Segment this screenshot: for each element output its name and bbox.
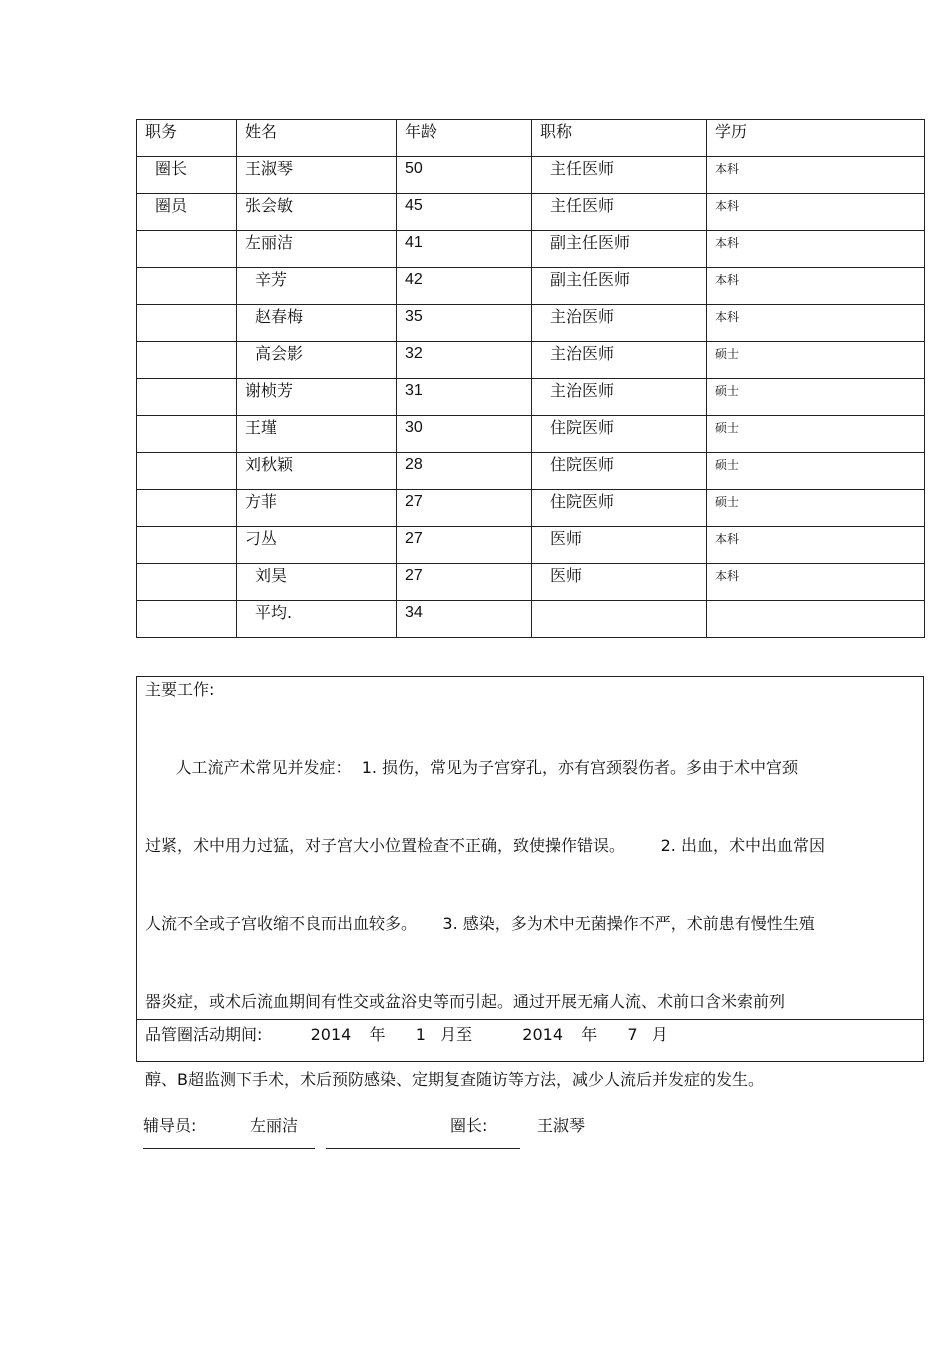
cell-name: 刘昊: [237, 564, 397, 601]
leader-name: 王淑琴: [537, 1116, 586, 1135]
cell-age: 30: [397, 416, 532, 453]
cell-age: 34: [397, 601, 532, 638]
header-role: 职务: [137, 120, 237, 157]
table-row: [137, 527, 925, 564]
cell-education: 本科: [707, 231, 925, 268]
cell-name: 赵春梅: [237, 305, 397, 342]
cell-name: 刁丛: [237, 527, 397, 564]
period-month-unit: 月: [651, 1025, 668, 1044]
cell-role: [137, 416, 237, 453]
cell-age: 42: [397, 268, 532, 305]
cell-education: 本科: [707, 194, 925, 231]
period-end-year: 2014: [522, 1025, 563, 1044]
cell-role: [137, 564, 237, 601]
cell-role: [137, 379, 237, 416]
cell-title: 医师: [532, 527, 707, 564]
period-start-year: 2014: [310, 1025, 352, 1044]
cell-age: 35: [397, 305, 532, 342]
cell-name: 王淑琴: [237, 157, 397, 194]
cell-title: 住院医师: [532, 416, 707, 453]
cell-age: 27: [397, 490, 532, 527]
cell-role: 圈员: [137, 194, 237, 231]
table-row: [137, 601, 925, 638]
cell-education: 硕士: [707, 342, 925, 379]
cell-age: 27: [397, 527, 532, 564]
period-start-month: 1: [415, 1025, 426, 1044]
work-title: 主要工作:: [145, 680, 215, 699]
leader-signature-line: [326, 1148, 520, 1149]
cell-title: 医师: [532, 564, 707, 601]
cell-age: 45: [397, 194, 532, 231]
cell-name: 张会敏: [237, 194, 397, 231]
work-line: 人工流产术常见并发症： 1. 损伤，常见为子宫穿孔，亦有宫颈裂伤者。多由于术中宫颈: [145, 758, 799, 777]
table-row: [137, 157, 925, 194]
cell-role: [137, 601, 237, 638]
cell-role: [137, 231, 237, 268]
cell-role: [137, 453, 237, 490]
table-row: [137, 379, 925, 416]
header-age: 年龄: [397, 120, 532, 157]
period-label: 品管圈活动期间:: [145, 1025, 263, 1044]
cell-title: 主治医师: [532, 342, 707, 379]
member-table: [136, 119, 925, 638]
cell-age: 50: [397, 157, 532, 194]
cell-title: 住院医师: [532, 453, 707, 490]
cell-name: 方菲: [237, 490, 397, 527]
table-row: [137, 342, 925, 379]
cell-title: 副主任医师: [532, 268, 707, 305]
period-end-month: 7: [627, 1025, 638, 1044]
cell-age: 41: [397, 231, 532, 268]
period-year-unit-2: 年: [581, 1025, 598, 1044]
table-row: [137, 453, 925, 490]
cell-name: 高会影: [237, 342, 397, 379]
cell-title: 主任医师: [532, 157, 707, 194]
cell-education: 本科: [707, 157, 925, 194]
cell-title: 主治医师: [532, 305, 707, 342]
period-year-unit: 年: [369, 1025, 386, 1044]
period-to: 月至: [440, 1025, 473, 1044]
work-line: 过紧，术中用力过猛，对子宫大小位置检查不正确，致使操作错误。 2. 出血，术中出血常因: [145, 836, 825, 855]
cell-name: 王瑾: [237, 416, 397, 453]
cell-role: [137, 342, 237, 379]
cell-title: 副主任医师: [532, 231, 707, 268]
cell-title: [532, 601, 707, 638]
activity-period: [137, 1019, 923, 1061]
cell-education: 硕士: [707, 379, 925, 416]
table-header-row: [137, 120, 925, 157]
cell-education: 本科: [707, 564, 925, 601]
cell-age: 27: [397, 564, 532, 601]
header-education: 学历: [707, 120, 925, 157]
cell-education: [707, 601, 925, 638]
cell-education: 本科: [707, 527, 925, 564]
cell-name: 谢桢芳: [237, 379, 397, 416]
table-row: [137, 268, 925, 305]
cell-title: 主任医师: [532, 194, 707, 231]
header-title: 职称: [532, 120, 707, 157]
cell-role: [137, 268, 237, 305]
cell-age: 31: [397, 379, 532, 416]
work-line: 醇、B超监测下手术，术后预防感染、定期复查随访等方法，减少人流后并发症的发生。: [145, 1070, 764, 1089]
cell-name: 辛芳: [237, 268, 397, 305]
cell-title: 主治医师: [532, 379, 707, 416]
table-row: [137, 194, 925, 231]
work-description: [145, 703, 909, 1145]
cell-name: 左丽洁: [237, 231, 397, 268]
cell-name: 平均.: [237, 601, 397, 638]
cell-role: [137, 527, 237, 564]
table-row: [137, 416, 925, 453]
cell-education: 本科: [707, 268, 925, 305]
header-name: 姓名: [237, 120, 397, 157]
cell-role: [137, 490, 237, 527]
work-line: 器炎症，或术后流血期间有性交或盆浴史等而引起。通过开展无痛人流、术前口含米索前列: [145, 992, 786, 1011]
cell-age: 32: [397, 342, 532, 379]
table-row: [137, 231, 925, 268]
work-line: 人流不全或子宫收缩不良而出血较多。 3. 感染，多为术中无菌操作不严，术前患有慢性生殖: [145, 914, 815, 933]
table-row: [137, 490, 925, 527]
cell-education: 本科: [707, 305, 925, 342]
cell-education: 硕士: [707, 453, 925, 490]
tutor-label: 辅导员:: [143, 1116, 197, 1135]
tutor-signature-line: [143, 1148, 315, 1149]
cell-education: 硕士: [707, 490, 925, 527]
cell-title: 住院医师: [532, 490, 707, 527]
table-row: [137, 564, 925, 601]
cell-name: 刘秋颖: [237, 453, 397, 490]
cell-role: [137, 305, 237, 342]
tutor-name: 左丽洁: [250, 1116, 299, 1135]
main-work-box: [136, 676, 924, 1089]
leader-label: 圈长:: [450, 1116, 488, 1135]
table-row: [137, 305, 925, 342]
cell-education: 硕士: [707, 416, 925, 453]
cell-age: 28: [397, 453, 532, 490]
cell-role: 圈长: [137, 157, 237, 194]
